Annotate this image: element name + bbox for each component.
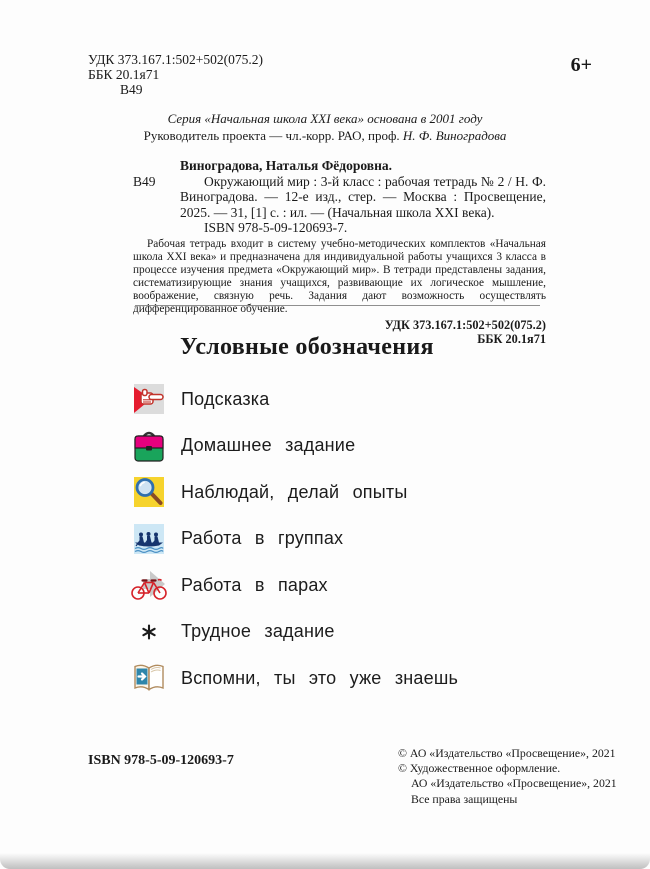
legend-label: Домашнее задание: [181, 435, 356, 455]
legend-item-pairs: [130, 566, 550, 604]
project-lead-line: [85, 128, 565, 145]
bib-annotation: Рабочая тетрадь входит в систему учебно-методических комплектов «Начальная школа XXI века» и предназначена для индивидуальной работы учащихся 3 класса в процессе изучения предмета «Окружающий мир». В тетради представлены задания, систематизирующие знания учащихся, развивающие их логическое мышление, воображение, связную речь. Задания дают возможность осуществлять дифференцированное обучение.: [133, 237, 546, 315]
legend-title: Условные обозначения: [180, 334, 434, 360]
bib-code: В49: [133, 173, 156, 189]
series-line: Серия «Начальная школа XXI века» основана в 2001 году: [167, 111, 483, 126]
legend-item-difficult: [130, 613, 550, 651]
bbk-right: ББК 20.1я71: [477, 331, 546, 346]
series-block: [85, 111, 565, 144]
legend-section: [130, 331, 550, 706]
copyright-line: © АО «Издательство «Просвещение», 2021: [398, 746, 616, 760]
legend-item-groups: [130, 520, 550, 558]
legend-label: Вспомни, ты это уже знаешь: [181, 667, 459, 688]
bib-description: Окружающий мир : 3-й класс : рабочая тетрадь № 2 / Н. Ф. Виноградова. — 12-е изд., стер. — Москва : Просвещение, 2025. — 31, [1] с. : ил. — (Начальная школа XXI века).: [180, 173, 546, 220]
project-lead-prefix: Руководитель проекта — чл.-корр. РАО, проф.: [143, 127, 403, 143]
footer-isbn: ISBN 978-5-09-120693-7: [88, 753, 234, 768]
divider-rule: [135, 305, 540, 306]
legend-label: Работа в группах: [181, 528, 344, 548]
copyright-block: [398, 746, 617, 807]
bib-isbn: ISBN 978-5-09-120693-7.: [204, 220, 348, 236]
legend-label: Наблюдай, делай опыты: [181, 481, 408, 502]
legend-item-observe: [130, 473, 550, 511]
bbk-line: ББК 20.1я71: [88, 67, 160, 82]
catalogue-codes: [88, 52, 263, 97]
magnifier-icon: [130, 473, 168, 511]
copyright-line: АО «Издательство «Просвещение», 2021: [411, 776, 617, 791]
legend-label: Подсказка: [181, 388, 270, 409]
udk-line: УДК 373.167.1:502+502(075.2): [88, 52, 264, 67]
udk-right: УДК 373.167.1:502+502(075.2): [384, 318, 546, 333]
briefcase-icon: [130, 427, 168, 465]
pointing-hand-icon: [130, 380, 168, 418]
bib-author: Виноградова, Наталья Фёдоровна.: [180, 158, 392, 173]
legend-label: Трудное задание: [181, 621, 335, 641]
legend-item-recall: [130, 659, 550, 697]
project-lead-name: Н. Ф. Виноградова: [402, 127, 507, 143]
copyright-line: © Художественное оформление.: [398, 761, 561, 776]
bib-description-row: [133, 174, 546, 221]
legend-item-homework: [130, 427, 550, 465]
legend-label: Работа в парах: [181, 574, 328, 595]
legend-item-hint: [130, 380, 550, 418]
page-bottom-shadow: [0, 853, 650, 869]
bibliographic-block: [133, 158, 546, 346]
asterisk-icon: [130, 613, 168, 651]
copyright-line: Все права защищены: [411, 791, 518, 806]
rowing-team-icon: [130, 520, 168, 558]
tandem-bicycle-icon: [130, 566, 168, 604]
author-sign-code: В49: [120, 82, 143, 97]
age-rating-badge: 6+: [570, 54, 592, 76]
open-book-arrow-icon: [130, 659, 168, 697]
